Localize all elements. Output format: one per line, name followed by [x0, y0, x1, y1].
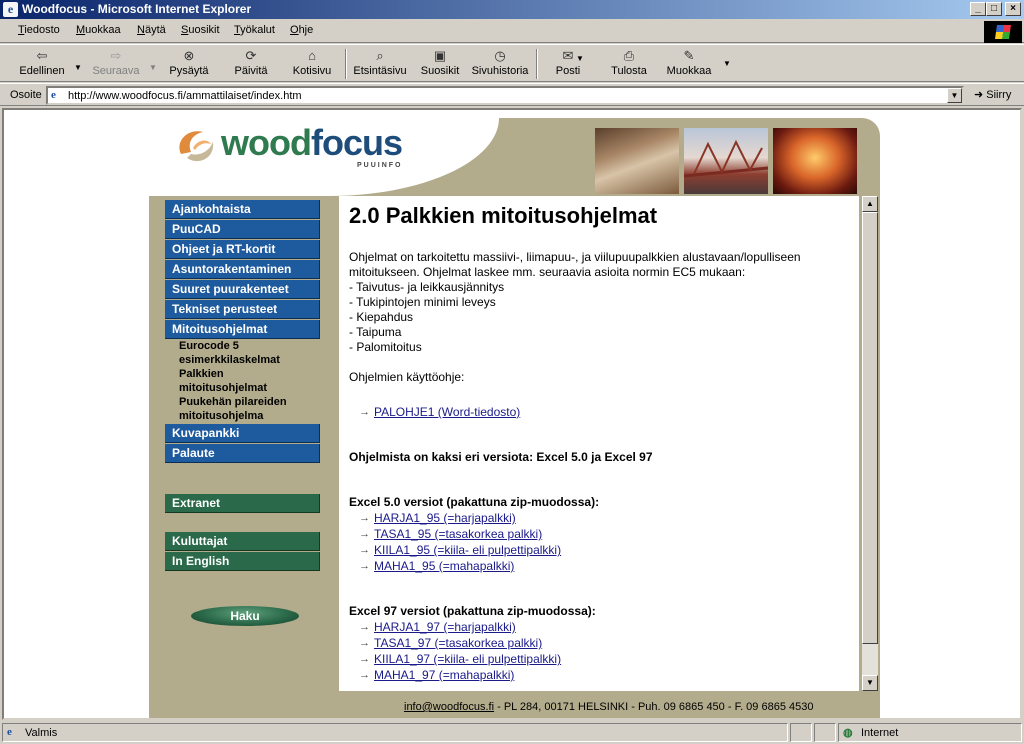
nav-item-kuvapankki[interactable]: Kuvapankki	[165, 424, 320, 443]
status-cell-empty	[814, 723, 836, 742]
search-icon: ⌕	[376, 48, 384, 63]
footer-email-link[interactable]: info@woodfocus.fi	[404, 701, 495, 713]
bullet-item: - Taipuma	[349, 325, 402, 339]
mail-icon: ✉	[562, 48, 574, 63]
print-button[interactable]: ⎙ Tulosta	[611, 48, 647, 77]
toolbar-separator	[345, 49, 347, 79]
menu-edit[interactable]: Muokkaa	[76, 24, 121, 36]
link-kiila1-95[interactable]: KIILA1_95 (=kiila- eli pulpettipalkki)	[374, 543, 562, 557]
back-dropdown-icon[interactable]: ▼	[74, 63, 82, 72]
link-arrow-icon: →	[359, 669, 370, 681]
ie-icon: e	[3, 2, 18, 17]
refresh-button[interactable]: ⟳ Päivitä	[234, 48, 268, 77]
bullet-item: - Taivutus- ja leikkausjännitys	[349, 280, 505, 294]
nav-item-palaute[interactable]: Palaute	[165, 444, 320, 463]
browser-viewport	[2, 108, 1022, 720]
windows-logo-icon	[984, 21, 1022, 43]
address-input[interactable]	[68, 89, 938, 103]
link-arrow-icon: →	[359, 653, 370, 665]
search-button[interactable]: ⌕ Etsintäsivu	[353, 48, 407, 77]
nav-item-tekniset-perusteet[interactable]: Tekniset perusteet	[165, 300, 320, 319]
address-bar	[0, 83, 1024, 106]
printer-icon: ⎙	[623, 48, 635, 63]
edit-button[interactable]: ✎ Muokkaa	[666, 48, 712, 77]
link-arrow-icon: →	[359, 637, 370, 649]
link-arrow-icon: →	[359, 528, 370, 540]
nav-item-ajankohtaista[interactable]: Ajankohtaista	[165, 200, 320, 219]
site-footer	[404, 701, 813, 713]
woodfocus-logo-icon	[173, 124, 219, 166]
excel5-heading: Excel 5.0 versiot (pakattuna zip-muodossa):	[349, 495, 600, 509]
link-tasa1-95[interactable]: TASA1_95 (=tasakorkea palkki)	[374, 527, 543, 541]
link-harja1-97[interactable]: HARJA1_97 (=harjapalkki)	[374, 620, 516, 634]
subnav	[179, 339, 319, 423]
header-photo-concert-hall	[773, 128, 857, 194]
link-arrow-icon: →	[359, 512, 370, 524]
toolbar	[0, 44, 1024, 82]
mail-button[interactable]: ✉ Posti	[555, 48, 581, 77]
address-dropdown-icon[interactable]: ▼	[947, 88, 962, 103]
scroll-thumb[interactable]	[862, 212, 878, 644]
scroll-up-icon[interactable]: ▲	[862, 196, 878, 212]
usage-label: Ohjelmien käyttöohje:	[349, 370, 465, 384]
link-arrow-icon: →	[359, 544, 370, 556]
address-label: Osoite	[10, 89, 42, 101]
page-done-icon: e	[7, 726, 12, 738]
stop-button[interactable]: ⊗ Pysäytä	[169, 48, 209, 77]
toolbar-separator	[536, 49, 538, 79]
edit-icon: ✎	[683, 48, 695, 63]
link-palohje1[interactable]: PALOHJE1 (Word-tiedosto)	[374, 405, 521, 419]
close-button[interactable]: ×	[1005, 2, 1021, 16]
scroll-down-icon[interactable]: ▼	[862, 675, 878, 691]
menu-bar	[0, 19, 1024, 43]
status-bar	[0, 721, 1024, 744]
nav-item-kuluttajat[interactable]: Kuluttajat	[165, 532, 320, 551]
versions-note: Ohjelmista on kaksi eri versiota: Excel 5.0 ja Excel 97	[349, 450, 653, 464]
content-scrollbar[interactable]	[862, 196, 878, 691]
page-title: 2.0 Palkkien mitoitusohjelmat	[349, 203, 658, 228]
edit-dropdown-icon[interactable]: ▼	[723, 59, 731, 68]
menu-file[interactable]: Tiedosto	[18, 24, 60, 36]
history-icon: ◷	[494, 48, 506, 63]
search-button-haku[interactable]: Haku	[191, 606, 299, 626]
logo-subtitle: PUUINFO	[357, 162, 403, 169]
home-icon: ⌂	[308, 48, 316, 63]
favorites-button[interactable]: ▣ Suosikit	[420, 48, 460, 77]
status-cell-empty	[790, 723, 812, 742]
window-title: Woodfocus - Microsoft Internet Explorer	[22, 2, 252, 16]
status-zone: ◍ Internet	[838, 723, 1022, 742]
link-tasa1-97[interactable]: TASA1_97 (=tasakorkea palkki)	[374, 636, 543, 650]
history-button[interactable]: ◷ Sivuhistoria	[471, 48, 529, 77]
nav-item-suuret-puurakenteet[interactable]: Suuret puurakenteet	[165, 280, 320, 299]
link-maha1-97[interactable]: MAHA1_97 (=mahapalkki)	[374, 668, 515, 682]
nav-item-mitoitusohjelmat[interactable]: Mitoitusohjelmat	[165, 320, 320, 339]
logo-text[interactable]: woodfocus	[221, 122, 402, 163]
go-button[interactable]: ➜ Siirry	[974, 89, 1012, 101]
home-button[interactable]: ⌂ Kotisivu	[292, 48, 332, 77]
menu-view[interactable]: Näytä	[137, 24, 166, 36]
forward-button[interactable]: ⇨ Seuraava	[92, 48, 140, 77]
favorites-folder-icon: ▣	[433, 48, 447, 63]
link-maha1-95[interactable]: MAHA1_95 (=mahapalkki)	[374, 559, 515, 573]
nav-item-asuntorakentaminen[interactable]: Asuntorakentaminen	[165, 260, 320, 279]
nav-item-extranet[interactable]: Extranet	[165, 494, 320, 513]
main-content	[339, 196, 859, 691]
bullet-item: - Tukipintojen minimi leveys	[349, 295, 496, 309]
subnav-item-palkkien[interactable]: Palkkien mitoitusohjelmat	[179, 368, 268, 394]
back-button[interactable]: ⇦ Edellinen	[19, 48, 65, 77]
stop-icon: ⊗	[183, 48, 195, 63]
menu-favorites[interactable]: Suosikit	[181, 24, 220, 36]
forward-dropdown-icon[interactable]: ▼	[149, 63, 157, 72]
mail-dropdown-icon[interactable]: ▼	[576, 54, 584, 63]
bullet-item: - Kiepahdus	[349, 310, 414, 324]
nav-item-ohjeet[interactable]: Ohjeet ja RT-kortit	[165, 240, 320, 259]
link-kiila1-97[interactable]: KIILA1_97 (=kiila- eli pulpettipalkki)	[374, 652, 562, 666]
internet-globe-icon: ◍	[843, 727, 853, 739]
address-field[interactable]	[46, 86, 964, 105]
nav-item-in-english[interactable]: In English	[165, 552, 320, 571]
title-bar	[0, 0, 1024, 19]
excel97-heading: Excel 97 versiot (pakattuna zip-muodossa):	[349, 604, 596, 618]
footer-address: - PL 284, 00171 HELSINKI - Puh. 09 6865 450 - F. 09 6865 4530	[494, 701, 814, 713]
header-photo-interior	[595, 128, 679, 194]
menu-tools[interactable]: Työkalut	[234, 24, 275, 36]
refresh-icon: ⟳	[245, 48, 257, 63]
subnav-item-puukehan[interactable]: Puukehän pilareiden mitoitusohjelma	[179, 396, 287, 422]
page-icon: e	[51, 89, 56, 101]
menu-help[interactable]: Ohje	[290, 24, 314, 36]
link-harja1-95[interactable]: HARJA1_95 (=harjapalkki)	[374, 511, 516, 525]
intro-line-2: mitoitukseen. Ohjelmat laskee mm. seuraavia asioita normin EC5 mukaan:	[349, 265, 746, 279]
minimize-button[interactable]: _	[970, 2, 986, 16]
forward-arrow-icon: ⇨	[110, 48, 122, 63]
status-main: e Valmis	[2, 723, 788, 742]
maximize-button[interactable]: □	[986, 2, 1002, 16]
intro-line-1: Ohjelmat on tarkoitettu massiivi-, liimapuu-, ja viilupuupalkkien alustavaan/lopulliseen	[349, 250, 801, 264]
site-header	[149, 118, 499, 196]
subnav-item-eurocode[interactable]: Eurocode 5 esimerkkilaskelmat	[179, 340, 280, 366]
nav-item-puucad[interactable]: PuuCAD	[165, 220, 320, 239]
link-arrow-icon: →	[359, 621, 370, 633]
link-arrow-icon: →	[359, 560, 370, 572]
bullet-item: - Palomitoitus	[349, 340, 422, 354]
back-arrow-icon: ⇦	[36, 48, 48, 63]
go-arrow-icon: ➜	[974, 89, 987, 101]
header-photo-bridge	[684, 128, 768, 194]
site-page	[149, 118, 880, 720]
link-arrow-icon: →	[359, 406, 370, 418]
